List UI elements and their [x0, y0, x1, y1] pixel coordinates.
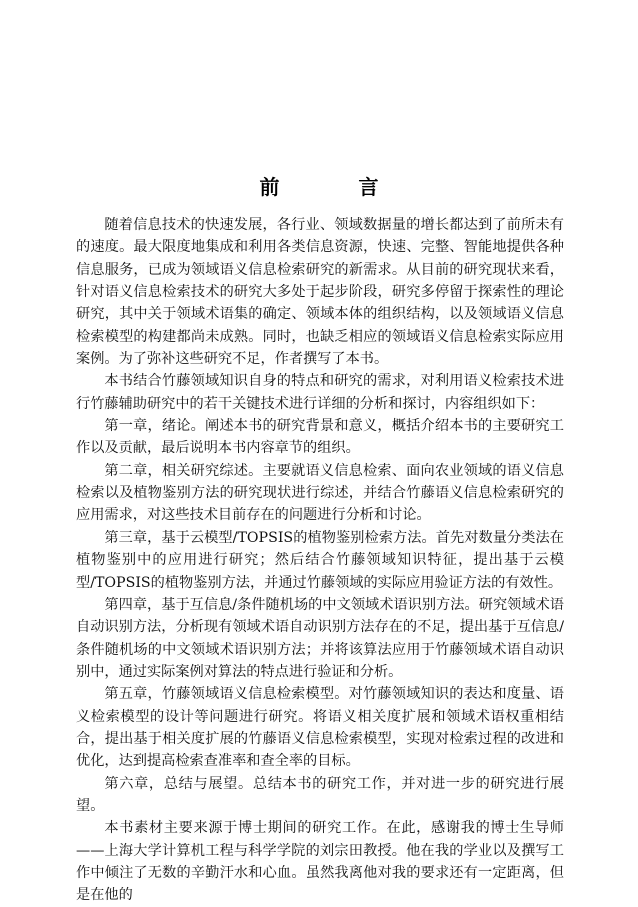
paragraph: 第五章，竹藤领域语义信息检索模型。对竹藤领域知识的表达和度量、语义检索模型的设计等问题进行研究。将语义相关度扩展和领域术语权重相结合，提出基于相关度扩展的竹藤语义信息检索模型，实现对检索过程的改进和优化，达到提高检索查准率和查全率的目标。	[76, 686, 564, 770]
paragraph: 第三章，基于云模型/TOPSIS的植物鉴别检索方法。首先对数量分类法在植物鉴别中的应用进行研究；然后结合竹藤领域知识特征，提出基于云模型/TOPSIS的植物鉴别方法，并通过竹藤领域的实际应用验证方法的有效性。	[76, 529, 564, 591]
preface-body	[76, 214, 564, 907]
paragraph: 第一章，绪论。阐述本书的研究背景和意义，概括介绍本书的主要研究工作以及贡献，最后说明本书内容章节的组织。	[76, 418, 564, 457]
paragraph: 第四章，基于互信息/条件随机场的中文领域术语识别方法。研究领域术语自动识别方法，分析现有领域术语自动识别方法存在的不足，提出基于互信息/条件随机场的中文领域术语识别方法；并将该算法应用于竹藤领域术语自动识别中，通过实际案例对算法的特点进行验证和分析。	[76, 596, 564, 680]
paragraph: 本书素材主要来源于博士期间的研究工作。在此，感谢我的博士生导师——上海大学计算机工程与科学学院的刘宗田教授。他在我的学业以及撰写工作中倾注了无数的辛勤汗水和心血。虽然我离他对我的要求还有一定距离，但是在他的	[76, 820, 564, 904]
paragraph: 本书结合竹藤领域知识自身的特点和研究的需求，对利用语义检索技术进行竹藤辅助研究中的若干关键技术进行详细的分析和探讨，内容组织如下：	[76, 373, 564, 412]
paragraph: 随着信息技术的快速发展，各行业、领域数据量的增长都达到了前所未有的速度。最大限度地集成和利用各类信息资源，快速、完整、智能地提供各种信息服务，已成为领域语义信息检索研究的新需求。从目前的研究现状来看，针对语义信息检索技术的研究大多处于起步阶段，研究多停留于探索性的理论研究，其中关于领域术语集的确定、领域本体的组织结构，以及领域语义信息检索模型的构建都尚未成熟。同时，也缺乏相应的领域语义信息检索实际应用案例。为了弥补这些研究不足，作者撰写了本书。	[76, 217, 564, 368]
page-title: 前 言	[259, 175, 415, 199]
paragraph: 第六章，总结与展望。总结本书的研究工作，并对进一步的研究进行展望。	[76, 775, 564, 814]
paragraph: 第二章，相关研究综述。主要就语义信息检索、面向农业领域的语义信息检索以及植物鉴别方法的研究现状进行综述，并结合竹藤语义信息检索研究的应用需求，对这些技术目前存在的问题进行分析和讨论。	[76, 462, 564, 524]
